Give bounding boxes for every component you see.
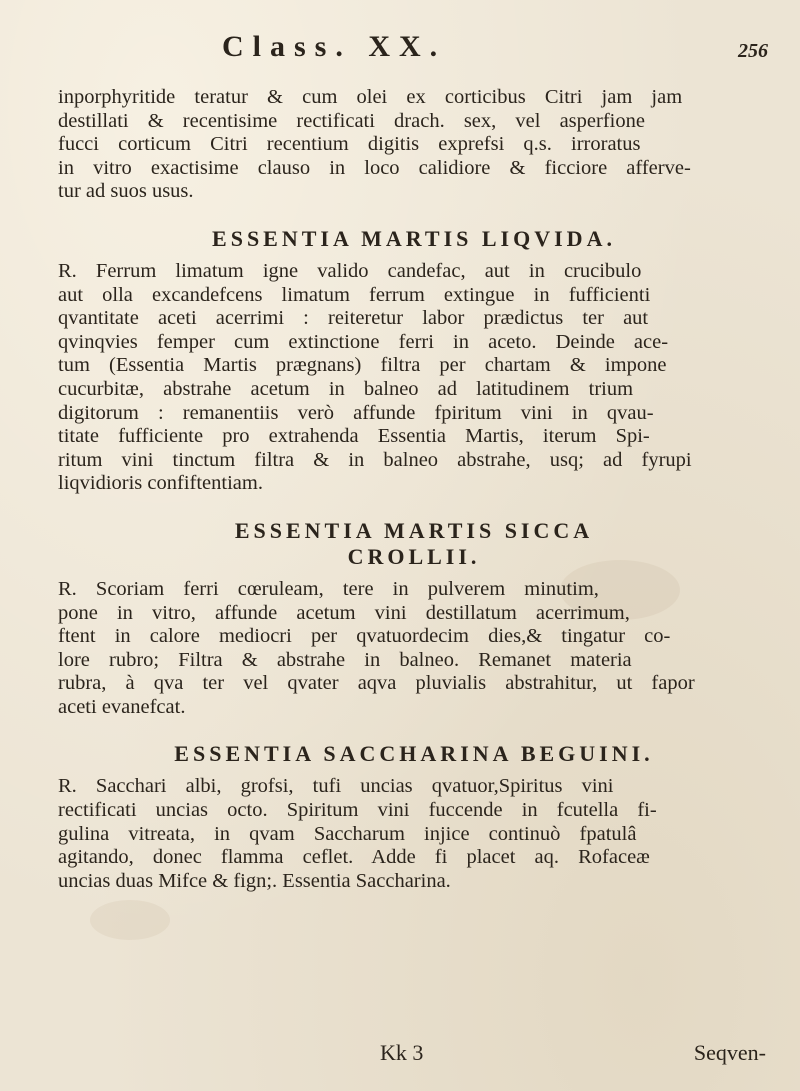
paragraph: [58, 260, 770, 496]
page-footer: [0, 1040, 800, 1080]
text-line: titate fufficiente pro extrahenda Essentia Martis, iterum Spi-: [58, 425, 650, 448]
text-line: inporphyritide teratur & cum olei ex corticibus Citri jam jam: [58, 86, 683, 108]
page-header: [0, 18, 800, 78]
heading-line: ESSENTIA SACCHARINA BEGUINI.: [174, 741, 654, 767]
page-body: [58, 86, 770, 893]
text-line: qvantitate aceti acerrimi : reiteretur labor prædictus ter aut: [58, 307, 649, 330]
text-line: cucurbitæ, abstrahe acetum in balneo ad latitudinem trium: [58, 377, 634, 400]
text-line: digitorum : remanentiis verò affunde fpiritum vini in qvau-: [58, 401, 654, 424]
text-line: rubra, à qva ter vel qvater aqva pluvialis abstrahitur, ut fapor: [58, 672, 695, 695]
text-line: R. Scoriam ferri cœruleam, tere in pulverem minutim,: [58, 577, 599, 600]
text-line: fucci corticum Citri recentium digitis exprefsi q.s. irroratus: [58, 133, 641, 156]
text-line: tum (Essentia Martis prægnans) filtra per chartam & impone: [58, 354, 667, 377]
text-line: aceti evanefcat.: [58, 695, 186, 718]
text-line: destillati & recentisime rectificati drach. sex, vel asperfione: [58, 109, 645, 132]
paragraph: [58, 86, 770, 204]
paragraph: [58, 578, 770, 720]
section-heading: [58, 518, 770, 570]
text-line: liqvidioris confiftentiam.: [58, 472, 263, 495]
text-line: uncias duas Mifce & fign;. Essentia Saccharina.: [58, 869, 451, 892]
signature-mark: Kk 3: [380, 1040, 424, 1065]
catchword: Seqven-: [693, 1040, 766, 1065]
text-line: agitando, donec flamma ceflet. Adde fi placet aq. Rofaceæ: [58, 846, 650, 869]
heading-line: ESSENTIA MARTIS LIQVIDA.: [212, 225, 616, 251]
text-line: aut olla excandefcens limatum ferrum extingue in fufficienti: [58, 283, 651, 306]
text-line: in vitro exactisime clauso in loco calidiore & ficciore afferve-: [58, 156, 691, 179]
page-number: 256: [738, 40, 768, 62]
section-heading: [58, 226, 770, 252]
heading-line: CROLLII.: [347, 543, 481, 569]
text-line: gulina vitreata, in qvam Saccharum injice continuò fpatulâ: [58, 822, 637, 845]
text-line: pone in vitro, affunde acetum vini destillatum acerrimum,: [58, 601, 630, 624]
paragraph: [58, 775, 770, 893]
text-line: lore rubro; Filtra & abstrahe in balneo. Remanet materia: [58, 648, 632, 671]
text-line: R. Ferrum limatum igne valido candefac, aut in crucibulo: [58, 259, 642, 282]
text-line: R. Sacchari albi, grofsi, tufi uncias qvatuor,Spiritus vini: [58, 775, 614, 798]
text-line: qvinqvies femper cum extinctione ferri in aceto. Deinde ace-: [58, 330, 669, 353]
section-heading: [58, 741, 770, 767]
running-head: Class. XX.: [222, 30, 447, 63]
text-line: tur ad suos usus.: [58, 180, 194, 203]
text-line: ritum vini tinctum filtra & in balneo abstrahe, usq; ad fyrupi: [58, 448, 692, 471]
heading-line: ESSENTIA MARTIS SICCA: [234, 517, 594, 543]
text-line: rectificati uncias octo. Spiritum vini fuccende in fcutella fi-: [58, 799, 657, 822]
paper-stain: [90, 900, 170, 940]
text-line: ftent in calore mediocri per qvatuordecim dies,& tingatur co-: [58, 625, 671, 648]
